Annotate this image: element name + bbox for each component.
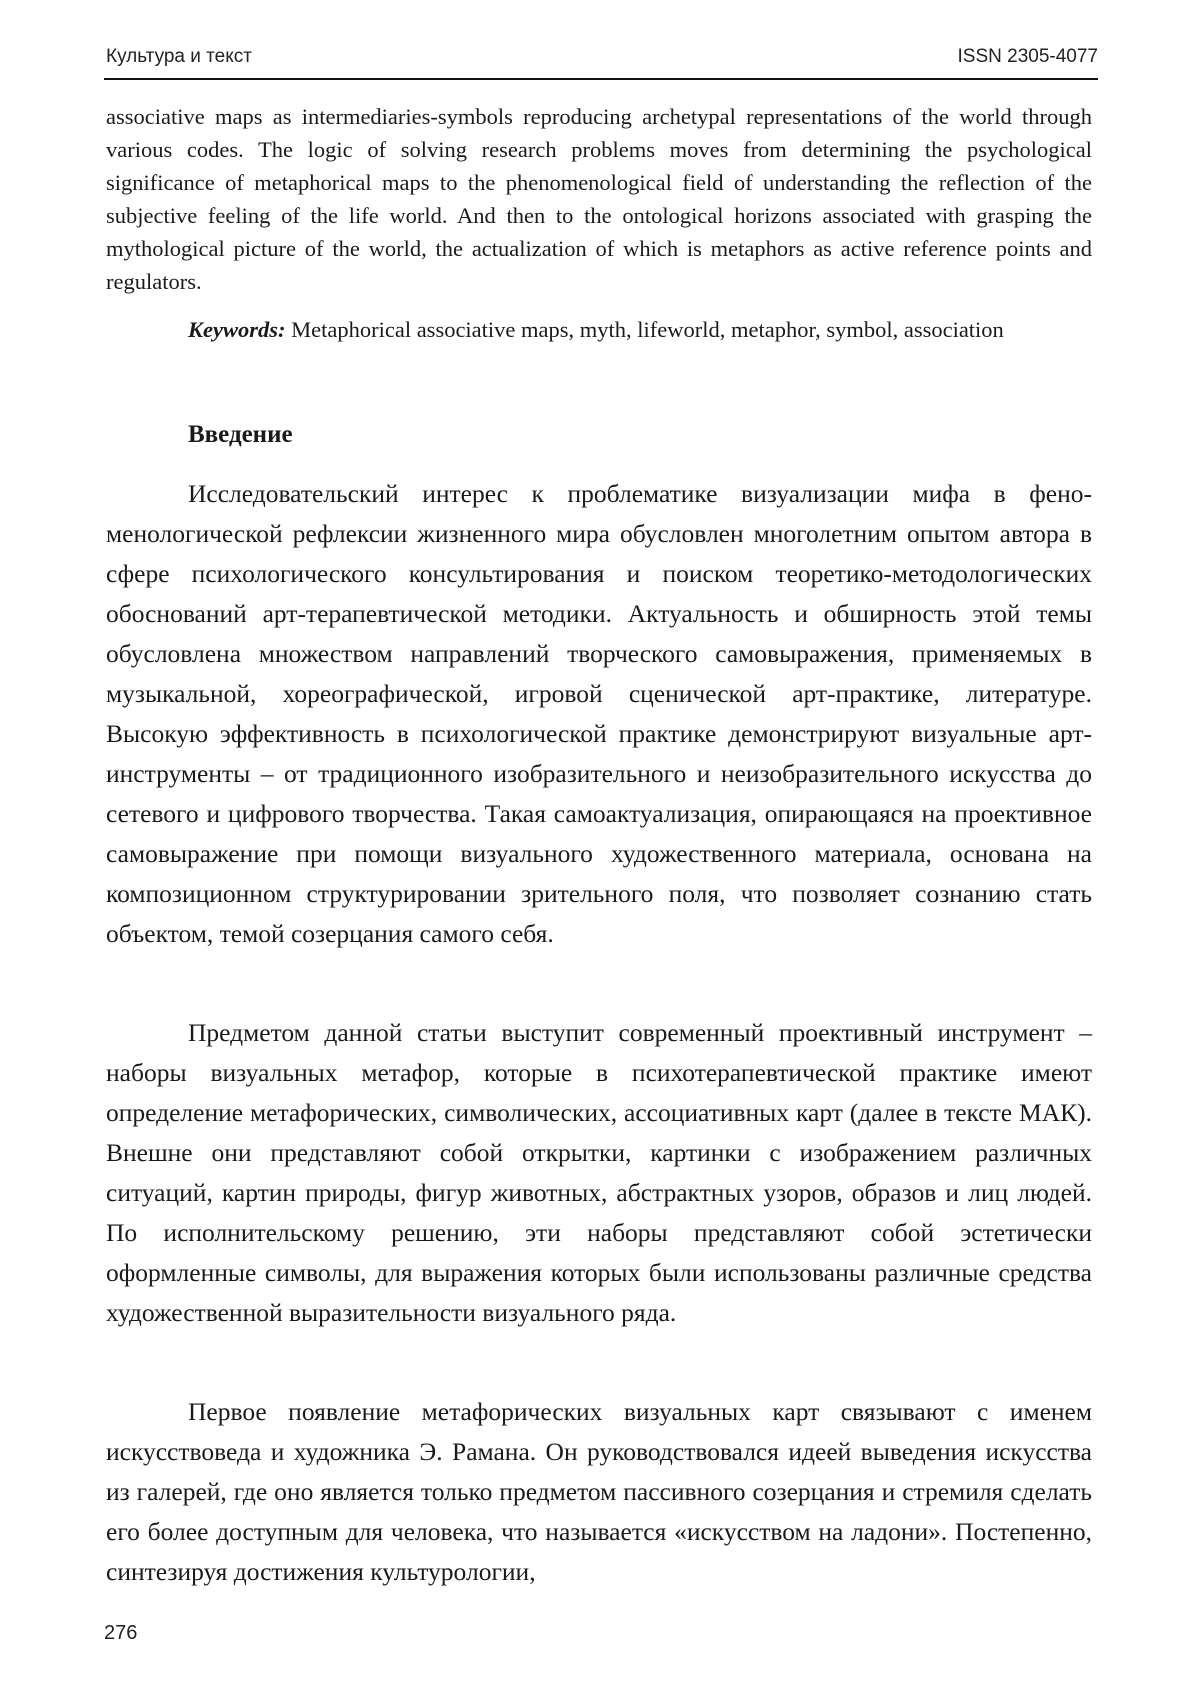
keywords-line [106, 313, 1092, 346]
body-paragraph: Первое появление метафорических визуальных карт связывают с именем искусствоведа и художника Э. Рамана. Он руководствовался идеей выведения искусства из галерей, где оно является только предметом пассивного созерцания и стремиля сделать его более доступным для человека, что называется «искусством на ладони». Постепенно, синтезируя достижения культурологии, [106, 1397, 1092, 1586]
page-number: 276 [104, 1622, 138, 1644]
body-paragraph: Исследовательский интерес к проблематике визуализации мифа в феноменологической рефлексии жизненного мира обусловлен многолетним опытом автора в сфере психологического консультирования и поиском теоретико-методологических обоснований арт-терапевтической методики. Актуальность и обширность этой темы обусловлена множеством направлений творческого самовыражения, применяемых в музыкальной, хореографической, игровой сценической арт-практике, литературе. Высокую эффективность в психологической практике демонстрируют визуальные арт-инструменты – от традиционного изобразительного и неизобразительного искусства до сетевого и цифрового творчества. Такая самоактуализация, опирающаяся на проективное самовыражение при помощи визуального художественного материала, основана на композиционном структурировании зрительного поля, что позволяет сознанию стать объектом, темой созерцания самого себя. [106, 479, 1092, 948]
header-divider [104, 78, 1098, 80]
keywords-label: Keywords: [188, 317, 286, 342]
abstract-text: associative maps as intermediaries-symbols reproducing archetypal representations of the world through various codes. The logic of solving research problems moves from determining the psychological significance of metaphorical maps to the phenomenological field of understanding the reflection of the subjective feeling of the life world. And then to the ontological horizons associated with grasping the mythological picture of the world, the actualization of which is metaphors as active reference points and regulators. [106, 104, 1092, 294]
body-paragraph: Предметом данной статьи выступит современный проективный инструмент – наборы визуальных метафор, которые в психотерапевтической практике имеют определение метафорических, символических, ассоциативных карт (далее в тексте МАК). Внешне они представляют собой открытки, картинки с изображением различных ситуаций, картин природы, фигур животных, абстрактных узоров, образов и лиц людей. По исполнительскому решению, эти наборы представляют собой эстетически оформленные символы, для выражения которых были использованы различные средства художественной выразительности визуального ряда. [106, 1018, 1092, 1327]
section-heading: Введение [188, 421, 293, 448]
journal-title: Культура и текст [106, 46, 252, 67]
issn-label: ISSN 2305-4077 [957, 46, 1098, 67]
keywords-text: Metaphorical associative maps, myth, lifeworld, metaphor, symbol, association [285, 317, 1004, 342]
running-header [106, 46, 1098, 76]
